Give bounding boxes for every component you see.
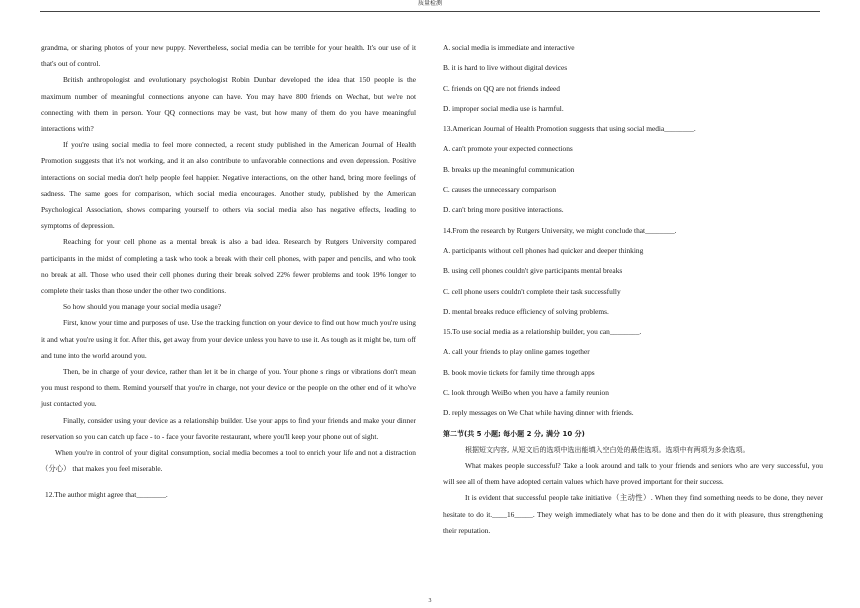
q15-option-a: A. call your friends to play online games together bbox=[443, 347, 590, 357]
passage-paragraph: Finally, consider using your device as a relationship builder. Use your apps to find your friends and make your dinner reservation so you can catch up face - to - face your favorite restaurant, where you'll keep your phone out of sight. bbox=[41, 415, 416, 441]
q13-option-c: C. causes the unnecessary comparison bbox=[443, 185, 557, 195]
q12-option-c: C. friends on QQ are not friends indeed bbox=[443, 83, 560, 93]
q12-option-b: B. it is hard to live without digital devices bbox=[443, 63, 568, 73]
passage-paragraph: British anthropologist and evolutionary psychologist Robin Dunbar developed the idea that 150 people is the maximum number of meaningful connections anyone can have. You may have 800 friends on Wechat, but we're not connecting with them in person. Your QQ connections may be vast, but how many of them do you have meaningful interactions with? bbox=[41, 75, 416, 134]
q13-option-a: A. can't promote your expected connections bbox=[443, 144, 573, 154]
q15-option-d: D. reply messages on We Chat while having dinner with friends. bbox=[443, 408, 634, 418]
q14-option-a: A. participants without cell phones had quicker and deeper thinking bbox=[443, 245, 644, 255]
question-13: 13.American Journal of Health Promotion suggests that using social media________. bbox=[443, 124, 696, 134]
q14-option-b: B. using cell phones couldn't give participants mental breaks bbox=[443, 266, 623, 276]
q14-option-d: D. mental breaks reduce efficiency of solving problems. bbox=[443, 306, 609, 316]
passage-text: It is evident that successful people take initiative（主动性）. When they find something needs to be done, they never hesitate to do it. bbox=[443, 493, 823, 519]
page-header: 质量检测 bbox=[417, 1, 442, 7]
passage-paragraph: grandma, or sharing photos of your new puppy. Nevertheless, social media can be terrible for your health. It's our use of it that's out of control. bbox=[41, 43, 416, 69]
question-14: 14.From the research by Rutgers University, we might conclude that________. bbox=[443, 225, 677, 235]
q15-option-b: B. book movie tickets for family time through apps bbox=[443, 367, 595, 377]
passage-paragraph: First, know your time and purposes of use. Use the tracking function on your device to find out how much you're using it and what you're using it for. After this, get away from your device unless you have to use it. As tough as it might be, turn off and tune into the world around you. bbox=[41, 318, 416, 360]
passage-paragraph: What makes people successful? Take a look around and talk to your friends and seniors who are very successful, you will see all of them have adopted certain values which have proved important for their success. bbox=[443, 461, 823, 487]
section-instruction: 根据短文内容, 从短文后的选项中选出能填入空白处的最佳选项。选项中有两项为多余选项。 bbox=[465, 445, 750, 454]
q12-option-d: D. improper social media use is harmful. bbox=[443, 103, 564, 113]
passage-paragraph: So how should you manage your social media usage? bbox=[63, 302, 222, 312]
q14-option-c: C. cell phone users couldn't complete their task successfully bbox=[443, 286, 621, 296]
question-15: 15.To use social media as a relationship builder, you can________. bbox=[443, 327, 642, 337]
passage-paragraph: Reaching for your cell phone as a mental break is also a bad idea. Research by Rutgers University compared participants in the midst of completing a task who took a break with their cell phones, with paper and pencils, and who took no break at all. Those who used their cell phones during their break solved 22% fewer problems and took 19% longer to complete their tasks than those under the other two conditions. bbox=[41, 237, 416, 296]
right-column bbox=[443, 40, 823, 539]
page-number: 3 bbox=[428, 598, 432, 604]
section-title: 第二节(共 5 小题; 每小题 2 分, 满分 10 分) bbox=[443, 429, 585, 438]
passage-paragraph: If you're using social media to feel more connected, a recent study published in the American Journal of Health Promotion suggests that it's not working, and it an also contribute to unfavorable connections and even depression. Positive interactions on social media don't help people feel happier. Negative interactions, on the other hand, bring more feelings of sadness. The same goes for comparison, which social media encourages. Another study, published by the American Psychological Association, shows comparing yourself to others via social media also has negative effects, leading to symptoms of depression. bbox=[41, 140, 416, 231]
q15-option-c: C. look through WeiBo when you have a family reunion bbox=[443, 388, 609, 398]
q13-option-b: B. breaks up the meaningful communication bbox=[443, 164, 575, 174]
passage-paragraph: When you're in control of your digital consumption, social media becomes a tool to enrich your life and not a distraction （分心） that makes you feel miserable. bbox=[41, 448, 416, 474]
q12-option-a: A. social media is immediate and interactive bbox=[443, 43, 575, 52]
q13-option-d: D. can't bring more positive interactions. bbox=[443, 205, 564, 215]
question-12: 12.The author might agree that________. bbox=[45, 490, 168, 500]
blank-16: ____16_____ bbox=[492, 509, 533, 519]
passage-text: . They weigh immediately what has to be done and then do it with pleasure, thus strengthening their reputation. bbox=[443, 509, 823, 535]
header-rule bbox=[40, 11, 820, 12]
passage-paragraph: Then, be in charge of your device, rather than let it be in charge of you. Your phone s rings or vibrations don't mean you must respond to them. Remind yourself that you're in charge, not your device or the people on the other end of it who've just contacted you. bbox=[41, 367, 416, 409]
left-column bbox=[41, 40, 416, 504]
passage-paragraph bbox=[443, 490, 823, 539]
